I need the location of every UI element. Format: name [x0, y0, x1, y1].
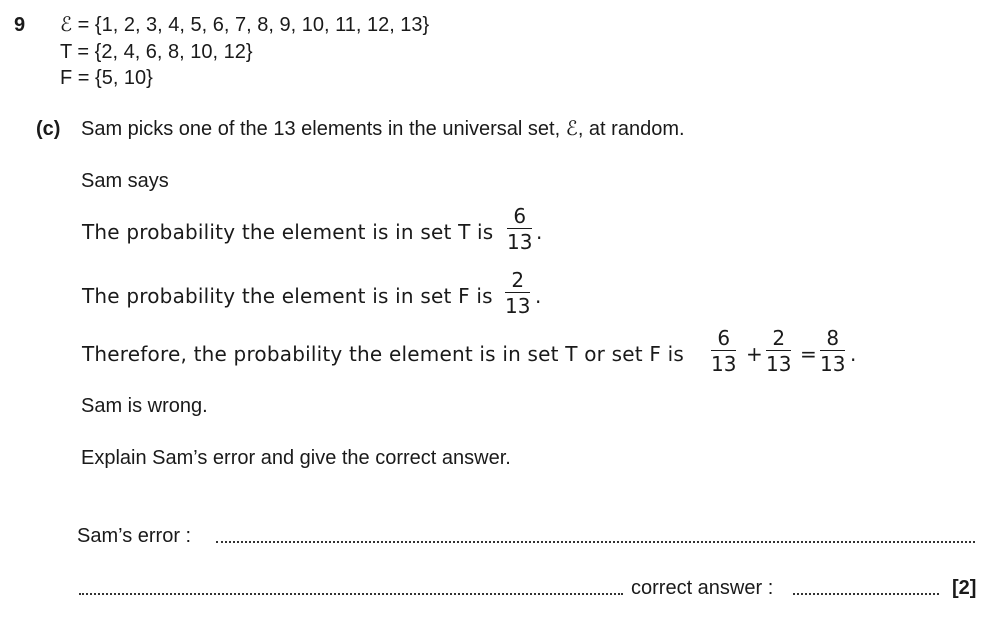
denominator: 13 — [711, 352, 737, 376]
part-label: (c) — [36, 118, 61, 140]
denominator: 13 — [505, 294, 531, 318]
fraction-bar — [766, 350, 791, 351]
statement-line-2: The probability the element is in set F is — [82, 284, 493, 308]
instruction: Explain Sam’s error and give the correct answer. — [81, 447, 511, 469]
fraction-bar — [507, 228, 532, 229]
question-number: 9 — [14, 14, 26, 36]
correct-answer-label: correct answer : — [631, 577, 774, 599]
explanation-answer-line[interactable] — [79, 593, 623, 595]
statement-line-1: The probability the element is in set T is — [82, 220, 494, 244]
period: . — [850, 342, 857, 366]
denominator: 13 — [507, 230, 533, 254]
fraction-2-13 — [505, 269, 530, 317]
fraction-bar — [820, 350, 845, 351]
fraction-bar — [505, 292, 530, 293]
fraction-6-13-sum — [711, 327, 736, 375]
set-f: F = {5, 10} — [60, 67, 153, 89]
fraction-6-13 — [507, 205, 532, 253]
denominator: 13 — [820, 352, 846, 376]
numerator: 6 — [513, 204, 527, 228]
universal-set: ℰ = {1, 2, 3, 4, 5, 6, 7, 8, 9, 10, 11, 12, 13} — [60, 14, 430, 36]
set-t: T = {2, 4, 6, 8, 10, 12} — [60, 41, 253, 63]
correct-answer-line[interactable] — [793, 593, 939, 595]
equals-sign: = — [800, 342, 817, 366]
sam-says: Sam says — [81, 170, 169, 192]
marks: [2] — [952, 577, 977, 599]
numerator: 8 — [826, 326, 840, 350]
fraction-bar — [711, 350, 736, 351]
period: . — [535, 284, 542, 308]
denominator: 13 — [766, 352, 792, 376]
error-answer-line[interactable] — [216, 541, 975, 543]
period: . — [536, 220, 543, 244]
statement-line-3: Therefore, the probability the element is in set T or set F is — [82, 342, 685, 366]
fraction-2-13-sum — [766, 327, 791, 375]
error-label: Sam’s error : — [77, 525, 192, 547]
fraction-8-13 — [820, 327, 845, 375]
plus-sign: + — [746, 342, 763, 366]
part-intro: Sam picks one of the 13 elements in the universal set, ℰ, at random. — [81, 118, 685, 140]
numerator: 2 — [511, 268, 525, 292]
sam-wrong: Sam is wrong. — [81, 395, 208, 417]
numerator: 2 — [772, 326, 786, 350]
numerator: 6 — [717, 326, 731, 350]
